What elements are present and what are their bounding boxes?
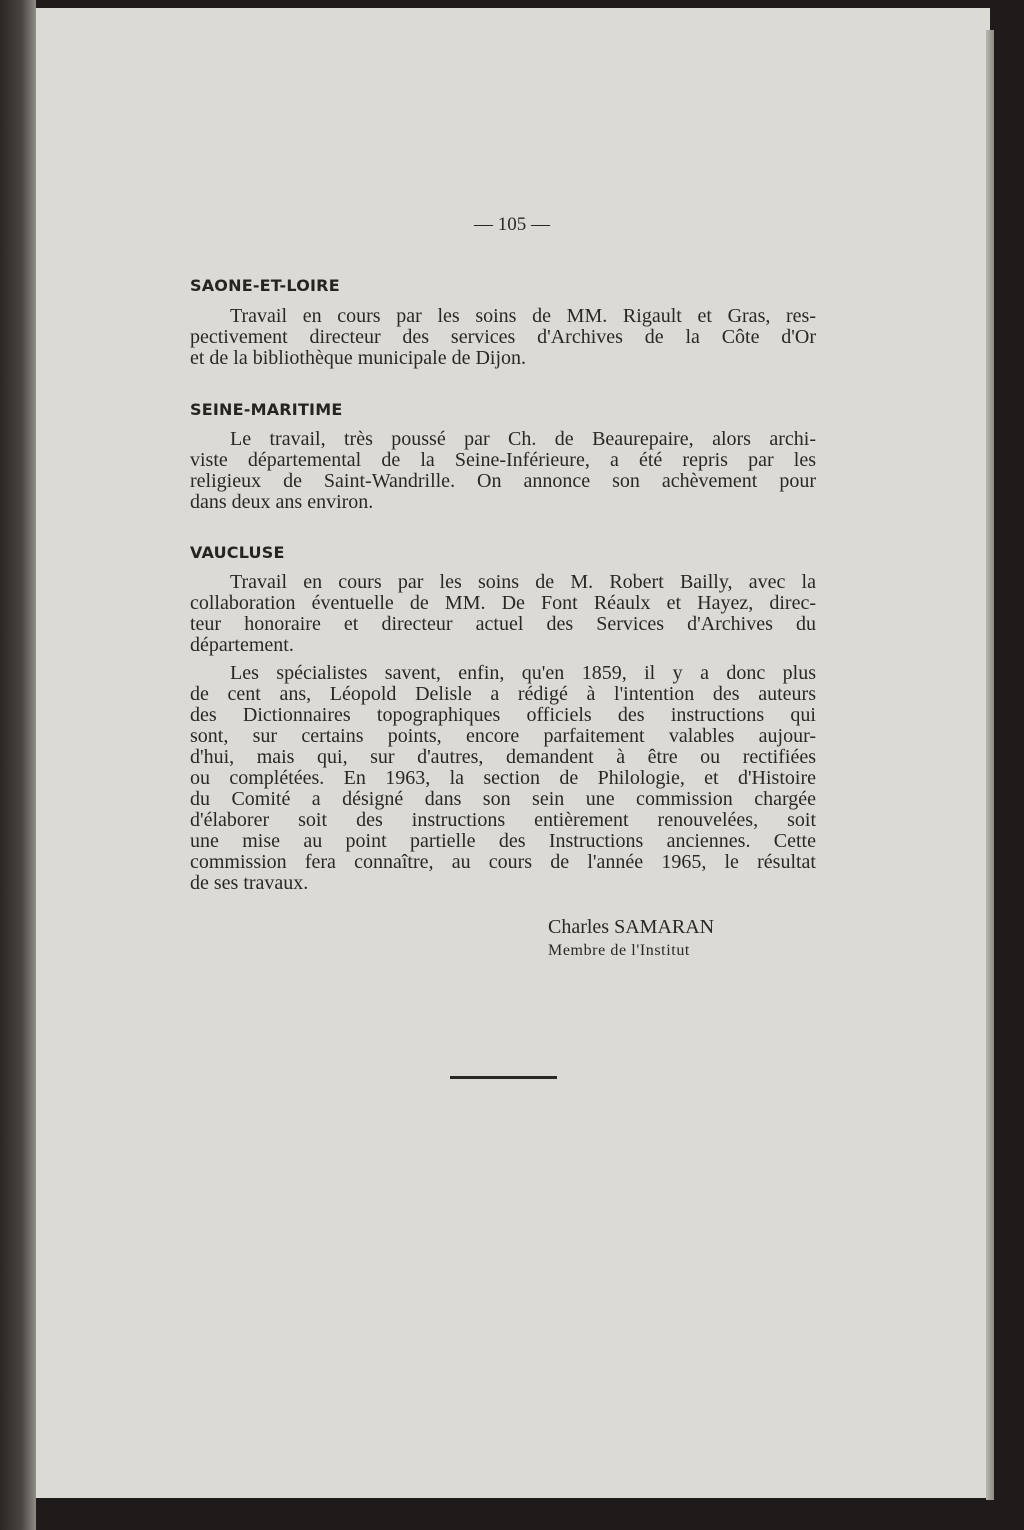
- text-line: pectivement directeur des services d'Archives de la Côte d'Or: [190, 326, 816, 348]
- text-line: de cent ans, Léopold Delisle a rédigé à l'intention des auteurs: [190, 683, 816, 705]
- text-line: ou complétées. En 1963, la section de Philologie, et d'Histoire: [190, 767, 816, 789]
- section-heading: VAUCLUSE: [190, 543, 285, 562]
- text-line: Travail en cours par les soins de MM. Rigault et Gras, res-: [230, 305, 816, 327]
- page-edge: [986, 30, 994, 1500]
- text-line: de ses travaux.: [190, 872, 309, 894]
- text-line: dans deux ans environ.: [190, 491, 374, 513]
- text-line: d'hui, mais qui, sur d'autres, demandent à être ou rectifiées: [190, 746, 816, 768]
- end-rule: [450, 1076, 557, 1079]
- text-line: département.: [190, 634, 294, 656]
- text-line: collaboration éventuelle de MM. De Font Réaulx et Hayez, direc-: [190, 592, 816, 614]
- page-number: — 105 —: [474, 214, 550, 235]
- text-line: Le travail, très poussé par Ch. de Beaurepaire, alors archi-: [230, 428, 816, 450]
- text-line: sont, sur certains points, encore parfaitement valables aujour-: [190, 725, 816, 747]
- text-line: du Comité a désigné dans son sein une commission chargée: [190, 788, 816, 810]
- text-line: teur honoraire et directeur actuel des Services d'Archives du: [190, 613, 816, 635]
- text-line: commission fera connaître, au cours de l'année 1965, le résultat: [190, 851, 816, 873]
- text-line: et de la bibliothèque municipale de Dijon.: [190, 347, 527, 369]
- text-line: des Dictionnaires topographiques officiels des instructions qui: [190, 704, 816, 726]
- text-line: une mise au point partielle des Instructions anciennes. Cette: [190, 830, 816, 852]
- section-heading: SAONE-ET-LOIRE: [190, 276, 340, 295]
- text-line: d'élaborer soit des instructions entièrement renouvelées, soit: [190, 809, 816, 831]
- signature-name: Charles SAMARAN: [548, 916, 715, 938]
- text-line: Les spécialistes savent, enfin, qu'en 1859, il y a donc plus: [230, 662, 816, 684]
- signature-title: Membre de l'Institut: [548, 942, 690, 959]
- text-line: religieux de Saint-Wandrille. On annonce son achèvement pour: [190, 470, 816, 492]
- text-line: viste départemental de la Seine-Inférieure, a été repris par les: [190, 449, 816, 471]
- text-line: Travail en cours par les soins de M. Robert Bailly, avec la: [230, 571, 816, 593]
- section-heading: SEINE-MARITIME: [190, 400, 343, 419]
